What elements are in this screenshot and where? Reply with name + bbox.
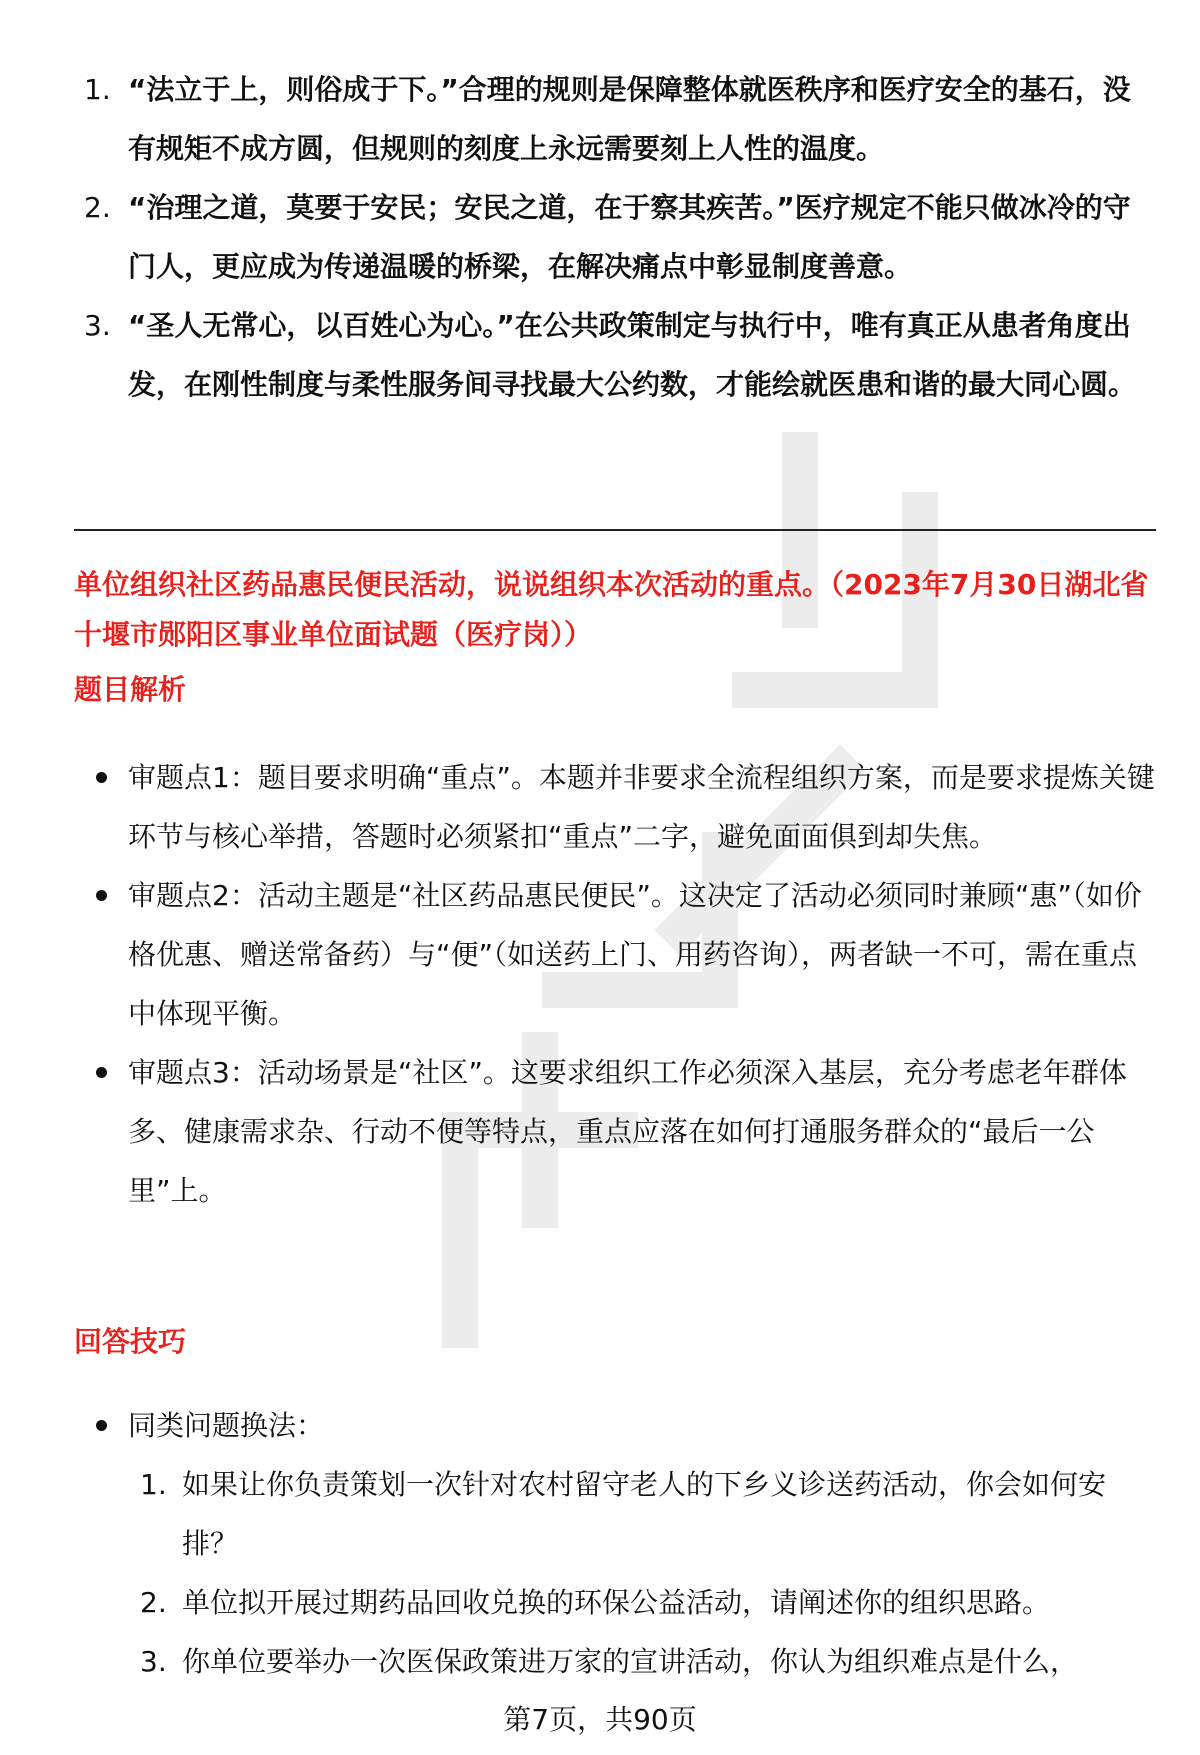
list-number: 1. [84, 73, 111, 106]
analysis-text: 审题点3：活动场景是“社区”。这要求组织工作必须深入基层，充分考虑老年群体多、健康需求杂、行动不便等特点，重点应落在如何打通服务群众的“最后一公里”上。 [128, 1056, 1127, 1207]
analysis-item-3 [96, 1043, 1156, 1220]
list-number: 2. [140, 1586, 167, 1619]
bullet-icon [96, 1420, 107, 1431]
alt-question-list [140, 1455, 1150, 1691]
bullet-icon [96, 890, 107, 901]
list-number: 3. [84, 309, 111, 342]
quote-item-3 [84, 296, 1144, 414]
alt-question-3 [140, 1632, 1150, 1691]
tips-title: 回答技巧 [74, 1325, 187, 1358]
tips-bullet [96, 1396, 1156, 1455]
alt-question-text: 单位拟开展过期药品回收兑换的环保公益活动，请阐述你的组织思路。 [182, 1586, 1051, 1619]
list-number: 1. [140, 1468, 167, 1501]
quote-list [84, 60, 1144, 414]
quote-item-1 [84, 60, 1144, 178]
question-heading: 单位组织社区药品惠民便民活动，说说组织本次活动的重点。（2023年7月30日湖北省十堰市郧阳区事业单位面试题（医疗岗）） [74, 568, 1149, 651]
quote-item-2 [84, 178, 1144, 296]
analysis-title: 题目解析 [74, 673, 187, 706]
list-number: 3. [140, 1645, 167, 1678]
list-number: 2. [84, 191, 111, 224]
page-number-footer: 第7页，共90页 [503, 1703, 697, 1736]
analysis-text: 审题点1：题目要求明确“重点”。本题并非要求全流程组织方案，而是要求提炼关键环节与核心举措，答题时必须紧扣“重点”二字，避免面面俱到却失焦。 [128, 761, 1155, 853]
alt-question-text: 你单位要举办一次医保政策进万家的宣讲活动，你认为组织难点是什么， [182, 1645, 1079, 1678]
analysis-item-2 [96, 866, 1156, 1043]
alt-question-2 [140, 1573, 1150, 1632]
section-divider [74, 529, 1156, 531]
analysis-item-1 [96, 748, 1156, 866]
alt-question-1 [140, 1455, 1150, 1573]
tips-bullet-list [96, 1396, 1156, 1455]
analysis-text: 审题点2：活动主题是“社区药品惠民便民”。这决定了活动必须同时兼顾“惠”（如价格优惠、赠送常备药）与“便”（如送药上门、用药咨询），两者缺一不可，需在重点中体现平衡。 [128, 879, 1142, 1030]
bullet-icon [96, 1067, 107, 1078]
alt-question-text: 如果让你负责策划一次针对农村留守老人的下乡义诊送药活动，你会如何安排？ [182, 1468, 1107, 1560]
bullet-icon [96, 772, 107, 783]
quote-text: “法立于上，则俗成于下。”合理的规则是保障整体就医秩序和医疗安全的基石，没有规矩不成方圆，但规则的刻度上永远需要刻上人性的温度。 [128, 73, 1131, 165]
analysis-list [96, 748, 1156, 1220]
quote-text: “治理之道，莫要于安民；安民之道，在于察其疾苦。”医疗规定不能只做冰冷的守门人，更应成为传递温暖的桥梁，在解决痛点中彰显制度善意。 [128, 191, 1131, 283]
quote-text: “圣人无常心，以百姓心为心。”在公共政策制定与执行中，唯有真正从患者角度出发，在刚性制度与柔性服务间寻找最大公约数，才能绘就医患和谐的最大同心圆。 [128, 309, 1137, 401]
tips-bullet-text: 同类问题换法： [128, 1409, 325, 1442]
